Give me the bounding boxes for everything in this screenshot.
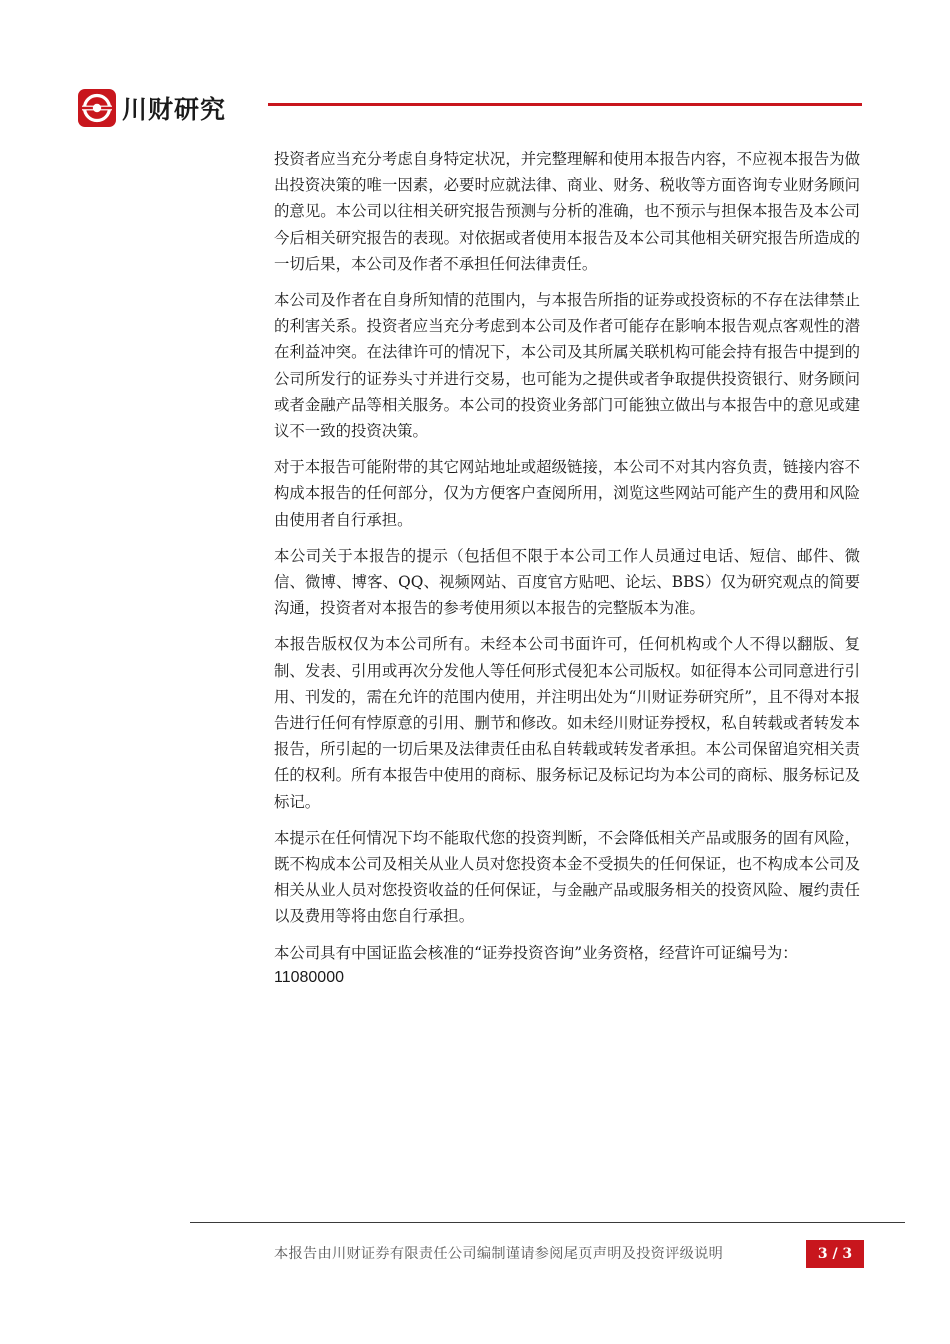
logo-text: 川财研究	[122, 95, 227, 124]
header	[78, 86, 226, 130]
header-rule	[268, 103, 862, 106]
disclaimer-content	[274, 146, 860, 990]
paragraph-conflict-of-interest: 本公司及作者在自身所知情的范围内，与本报告所指的证券或投资标的不存在法律禁止的利害关系。投资者应当充分考虑到本公司及作者可能存在影响本报告观点客观性的潜在利益冲突。在法律许可的情况下，本公司及其所属关联机构可能会持有报告中提到的公司所发行的证券头寸并进行交易，也可能为之提供或者争取提供投资银行、财务顾问或者金融产品等相关服务。本公司的投资业务部门可能独立做出与本报告中的意见或建议不一致的投资决策。	[274, 291, 860, 441]
page-number-badge: 3 / 3	[806, 1240, 864, 1268]
footer-text: 本报告由川财证券有限责任公司编制谨请参阅尾页声明及投资评级说明	[274, 1246, 724, 1262]
paragraph-copyright: 本报告版权仅为本公司所有。未经本公司书面许可，任何机构或个人不得以翻版、复制、发表、引用或再次分发他人等任何形式侵犯本公司版权。如征得本公司同意进行引用、刊发的，需在允许的范围内使用，并注明出处为“川财证券研究所”，且不得对本报告进行任何有悖原意的引用、删节和修改。如未经川财证券授权，私自转载或者转发本报告，所引起的一切后果及法律责任由私自转载或转发者承担。本公司保留追究相关责任的权利。所有本报告中使用的商标、服务标记及标记均为本公司的商标、服务标记及标记。	[274, 635, 860, 811]
footer-rule	[190, 1222, 905, 1223]
paragraph-communication-channels: 本公司关于本报告的提示（包括但不限于本公司工作人员通过电话、短信、邮件、微信、微博、博客、QQ、视频网站、百度官方贴吧、论坛、BBS）仅为研究观点的简要沟通，投资者对本报告的参考使用须以本报告的完整版本为准。	[274, 546, 860, 618]
license-statement: 本公司具有中国证监会核准的“证券投资咨询”业务资格，经营许可证编号为：	[274, 943, 798, 962]
paragraph-risk-notice: 本提示在任何情况下均不能取代您的投资判断，不会降低相关产品或服务的固有风险，既不构成本公司及相关从业人员对您投资本金不受损失的任何保证，也不构成本公司及相关从业人员对您投资收益的任何保证，与金融产品或服务相关的投资风险、履约责任以及费用等将由您自行承担。	[274, 828, 860, 926]
chuancai-logo-icon	[78, 89, 116, 127]
license-number: 11080000	[274, 968, 344, 986]
paragraph-investor-consideration: 投资者应当充分考虑自身特定状况，并完整理解和使用本报告内容，不应视本报告为做出投资决策的唯一因素，必要时应就法律、商业、财务、税收等方面咨询专业财务顾问的意见。本公司以往相关研究报告预测与分析的准确，也不预示与担保本报告及本公司今后相关研究报告的表现。对依据或者使用本报告及本公司其他相关研究报告所造成的一切后果，本公司及作者不承担任何法律责任。	[274, 150, 860, 273]
paragraph-external-links: 对于本报告可能附带的其它网站地址或超级链接，本公司不对其内容负责，链接内容不构成本报告的任何部分，仅为方便客户查阅所用，浏览这些网站可能产生的费用和风险由使用者自行承担。	[274, 458, 860, 529]
